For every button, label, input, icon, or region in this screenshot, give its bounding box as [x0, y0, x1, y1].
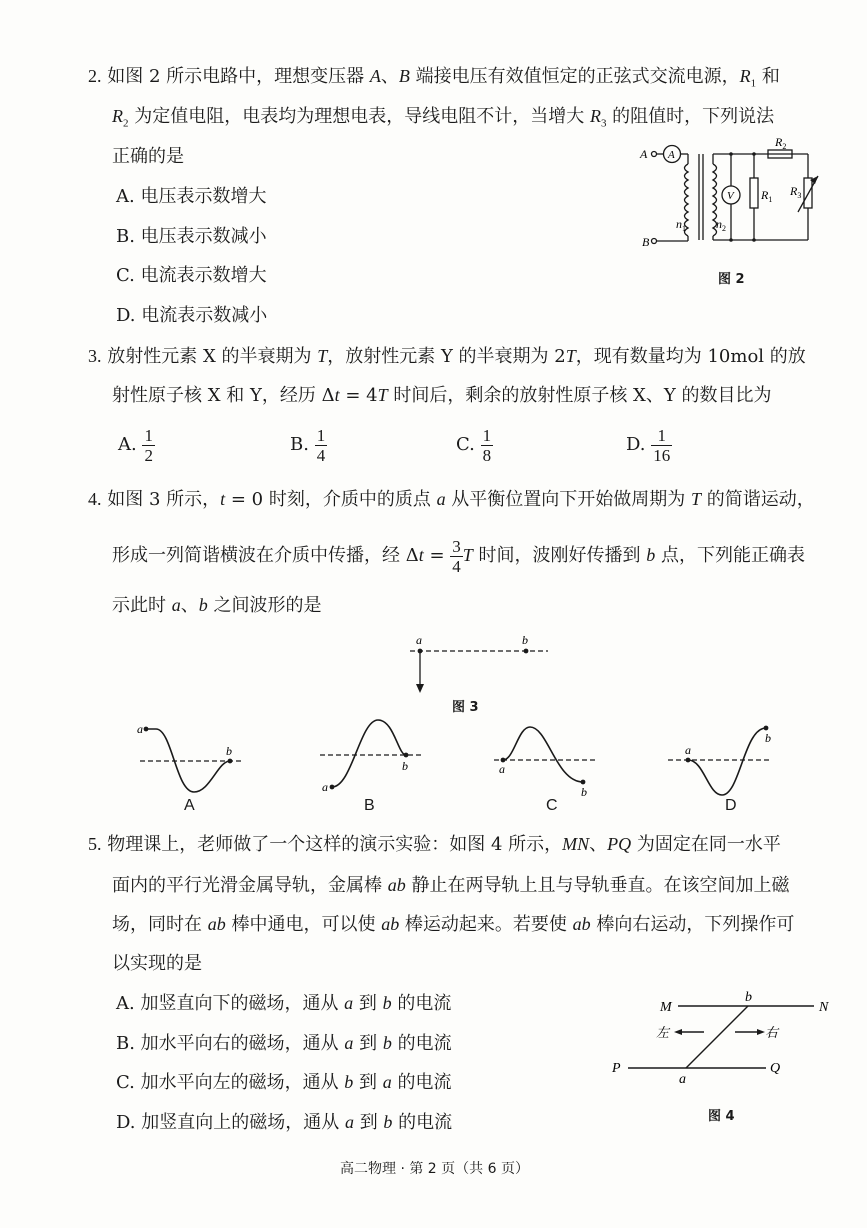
- q3-option-d: D. $\frac{1}{16}$: [626, 425, 671, 465]
- q2-number: 2.: [88, 66, 102, 86]
- q2-line-1: 2. 如图 2 所示电路中，理想变压器 A、B 端接电压有效值恒定的正弦式交流电源，$R_1$ 和: [88, 66, 780, 90]
- fig2-r2-label: $R_2$: [775, 135, 787, 151]
- fig4-label-left: 左: [656, 1025, 670, 1040]
- fig4-label-right: 右: [765, 1025, 779, 1040]
- fig2-r1-label: $R_1$: [761, 188, 773, 204]
- q2-line-3: 正确的是: [112, 146, 184, 167]
- fig4-label-a: a: [679, 1072, 686, 1087]
- waveA-point-b: b: [226, 744, 232, 758]
- fig2-n2-label: $n_2$: [716, 217, 726, 233]
- q5-line-4: 以实现的是: [112, 953, 202, 974]
- q3-line-2: 射性原子核 X 和 Y，经历 Δt = 4T 时间后，剩余的放射性原子核 X、Y 的数目比为: [112, 385, 772, 406]
- q4-line-2: 形成一列简谐横波在介质中传播，经 Δt = $\frac{3}{4}$ T 时间，波刚好传播到 b 点，下列能正确表: [112, 536, 805, 576]
- figure-2-caption: 图 2: [718, 272, 745, 287]
- q5-option-c: C. 加水平向左的磁场，通从 b 到 a 的电流: [116, 1072, 452, 1093]
- q2-line-2: $R_2$ 为定值电阻，电表均为理想电表，导线电阻不计，当增大 $R_3$ 的阻值时，下列说法: [112, 106, 775, 130]
- fig4-label-p: P: [612, 1061, 621, 1076]
- q2-option-b: B. 电压表示数减小: [116, 226, 267, 247]
- q5-line-1: 5. 物理课上，老师做了一个这样的演示实验：如图 4 所示，MN、PQ 为固定在同一水平: [88, 834, 781, 855]
- q5-line-2: 面内的平行光滑金属导轨，金属棒 ab 静止在两导轨上且与导轨垂直。在该空间加上磁: [112, 875, 790, 896]
- figure-3-caption: 图 3: [452, 700, 479, 715]
- page-footer: 高二物理 · 第 2 页（共 6 页）: [340, 1161, 529, 1177]
- q5-option-d: D. 加竖直向上的磁场，通从 a 到 b 的电流: [116, 1112, 453, 1133]
- q5-option-b: B. 加水平向右的磁场，通从 a 到 b 的电流: [116, 1033, 452, 1054]
- q5-line-3: 场，同时在 ab 棒中通电，可以使 ab 棒运动起来。若要使 ab 棒向右运动，下列操作可: [112, 914, 795, 935]
- figure-4-caption: 图 4: [708, 1109, 735, 1124]
- fig2-r3-label: $R_3$: [790, 184, 802, 200]
- fig2-terminal-b: B: [642, 235, 650, 249]
- fig4-label-q: Q: [770, 1061, 781, 1076]
- q3-number: 3.: [88, 346, 102, 366]
- q3-line-1: 3. 放射性元素 X 的半衰期为 T，放射性元素 Y 的半衰期为 2T，现有数量均为 10mol 的放: [88, 346, 806, 367]
- fig4-label-n: N: [819, 1000, 829, 1015]
- waveB-point-b: b: [402, 759, 408, 773]
- wave-label-c: C: [546, 797, 558, 814]
- q2-option-d: D. 电流表示数减小: [116, 305, 268, 326]
- wave-label-b: B: [364, 797, 375, 814]
- q4-line-1: 4. 如图 3 所示，t = 0 时刻，介质中的质点 a 从平衡位置向下开始做周期为 T 的简谐运动，: [88, 489, 815, 510]
- fig3-point-b: b: [522, 633, 528, 647]
- q3-option-b: B. $\frac{1}{4}$: [290, 425, 326, 465]
- fig2-terminal-a: A: [640, 147, 648, 161]
- fig2-n1-label: $n_1$: [676, 217, 686, 233]
- q2-option-c: C. 电流表示数增大: [116, 265, 267, 286]
- fig4-label-m: M: [660, 1000, 672, 1015]
- waveA-point-a: a: [137, 722, 143, 736]
- q3-option-a: A. $\frac{1}{2}$: [118, 425, 153, 465]
- q2-option-a: A. 电压表示数增大: [116, 186, 267, 207]
- q5-option-a: A. 加竖直向下的磁场，通从 a 到 b 的电流: [116, 993, 452, 1014]
- waveC-point-a: a: [499, 762, 505, 776]
- waveC-point-b: b: [581, 785, 587, 799]
- q4-line-3: 示此时 a、b 之间波形的是: [112, 595, 322, 616]
- fig2-ammeter-symbol: A: [668, 149, 675, 161]
- wave-label-a: A: [184, 797, 195, 814]
- waveD-point-a: a: [685, 743, 691, 757]
- fig2-voltmeter-symbol: V: [727, 190, 734, 202]
- fig3-point-a: a: [416, 633, 422, 647]
- q3-option-c: C. $\frac{1}{8}$: [456, 425, 492, 465]
- q4-number: 4.: [88, 489, 102, 509]
- fig4-label-b: b: [745, 990, 752, 1005]
- wave-label-d: D: [725, 797, 737, 814]
- waveB-point-a: a: [322, 780, 328, 794]
- waveD-point-b: b: [765, 731, 771, 745]
- q5-number: 5.: [88, 834, 102, 854]
